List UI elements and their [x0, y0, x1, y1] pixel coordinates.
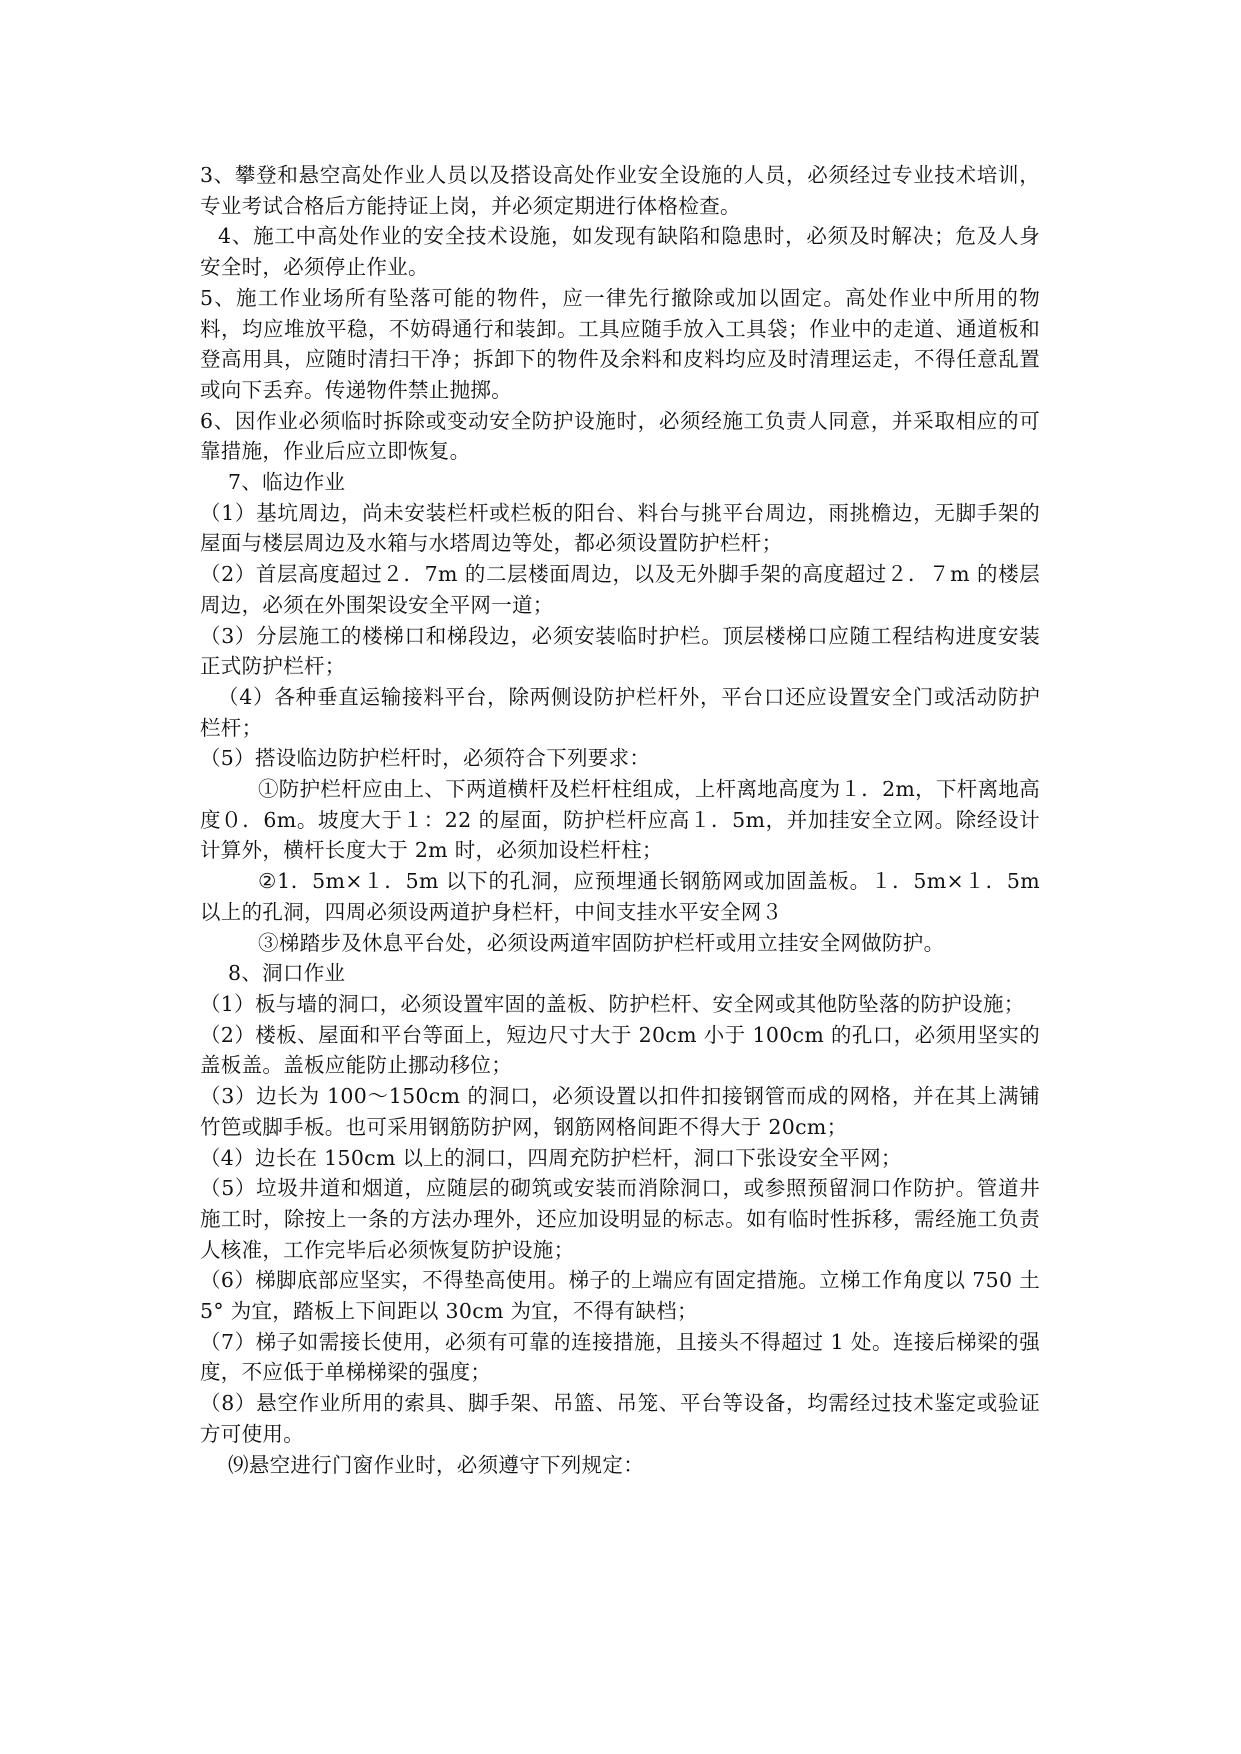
paragraph-8-4: （4）边长在 150cm 以上的洞口，四周充防护栏杆，洞口下张设安全平网； — [200, 1145, 902, 1170]
paragraph-8-2: （2）楼板、屋面和平台等面上，短边尺寸大于 20cm 小于 100cm 的孔口，必须用坚实的盖板盖。盖板应能防止挪动移位； — [200, 1022, 1040, 1078]
paragraph-8-5: （5）垃圾井道和烟道，应随层的砌筑或安装而消除洞口，或参照预留洞口作防护。管道井施工时，除按上一条的方法办理外，还应加设明显的标志。如有临时性拆移，需经施工负责人核准，工作完毕后必须恢复防护设施； — [200, 1176, 1040, 1262]
paragraph-item-4: 4、施工中高处作业的安全技术设施，如发现有缺陷和隐患时，必须及时解决；危及人身安全时，必须停止作业。 — [200, 224, 1040, 280]
sub-item-circle-1: ①防护栏杆应由上、下两道横杆及栏杆柱组成，上杆离地高度为１．2m，下杆离地高度０．6m。坡度大于１：22 的屋面，防护栏杆应高１．5m，并加挂安全立网。除经设计计算外，横杆长度大于 2m 时，必须加设栏杆柱； — [200, 777, 1040, 863]
paragraph-7-1: （1）基坑周边，尚未安装栏杆或栏板的阳台、料台与挑平台周边，雨挑檐边，无脚手架的屋面与楼层周边及水箱与水塔周边等处，都必须设置防护栏杆； — [200, 500, 1040, 556]
section-heading-7: 7、临边作业 — [228, 470, 346, 495]
paragraph-8-6: （6）梯脚底部应坚实，不得垫高使用。梯子的上端应有固定措施。立梯工作角度以 750 土 5° 为宜，踏板上下间距以 30cm 为宜，不得有缺档； — [200, 1268, 1040, 1324]
paragraph-8-7: （7）梯子如需接长使用，必须有可靠的连接措施，且接头不得超过 1 处。连接后梯梁的强度，不应低于单梯梯梁的强度； — [200, 1329, 1040, 1385]
paragraph-8-3: （3）边长为 100～150cm 的洞口，必须设置以扣件扣接钢管而成的网格，并在其上满铺竹笆或脚手板。也可采用钢筋防护网，钢筋网格间距不得大于 20cm； — [200, 1084, 1040, 1139]
document-page — [200, 160, 1040, 1480]
paragraph-7-3: （3）分层施工的楼梯口和梯段边，必须安装临时护栏。顶层楼梯口应随工程结构进度安装正式防护栏杆； — [200, 623, 1040, 679]
paragraph-7-4: （4）各种垂直运输接料平台，除两侧设防护栏杆外，平台口还应设置安全门或活动防护栏杆； — [200, 684, 1040, 740]
paragraph-8-8: （8）悬空作业所用的索具、脚手架、吊篮、吊笼、平台等设备，均需经过技术鉴定或验证方可使用。 — [200, 1391, 1040, 1446]
paragraph-7-5: （5）搭设临边防护栏杆时，必须符合下列要求： — [200, 746, 651, 771]
paragraph-item-3: 3、攀登和悬空高处作业人员以及搭设高处作业安全设施的人员，必须经过专业技术培训，专业考试合格后方能持证上岗，并必须定期进行体格检查。 — [200, 163, 1040, 218]
paragraph-8-9: ⑼悬空进行门窗作业时，必须遵守下列规定： — [228, 1452, 644, 1477]
paragraph-8-1: （1）板与墙的洞口，必须设置牢固的盖板、防护栏杆、安全网或其他防坠落的防护设施； — [200, 991, 1025, 1016]
paragraph-item-5: 5、施工作业场所有坠落可能的物件，应一律先行撤除或加以固定。高处作业中所用的物料，均应堆放平稳，不妨碍通行和装卸。工具应随手放入工具袋；作业中的走道、通道板和登高用具，应随时清扫干净；拆卸下的物件及余料和皮料均应及时清理运走，不得任意乱置或向下丢弃。传递物件禁止抛掷。 — [200, 285, 1040, 402]
section-heading-8: 8、洞口作业 — [228, 961, 346, 986]
sub-item-circle-3: ③梯踏步及休息平台处，必须设两道牢固防护栏杆或用立挂安全网做防护。 — [258, 930, 945, 955]
paragraph-item-6: 6、因作业必须临时拆除或变动安全防护设施时，必须经施工负责人同意，并采取相应的可靠措施，作业后应立即恢复。 — [200, 408, 1040, 464]
paragraph-7-2: （2）首层高度超过２．7m 的二层楼面周边，以及无外脚手架的高度超过２．７m 的楼层周边，必须在外围架设安全平网一道； — [200, 562, 1040, 617]
sub-item-circle-2: ②1．5m×１．5m 以下的孔洞，应预埋通长钢筋网或加固盖板。１．5m×１．5m 以上的孔洞，四周必须设两道护身栏杆，中间支挂水平安全网３ — [200, 869, 1040, 924]
